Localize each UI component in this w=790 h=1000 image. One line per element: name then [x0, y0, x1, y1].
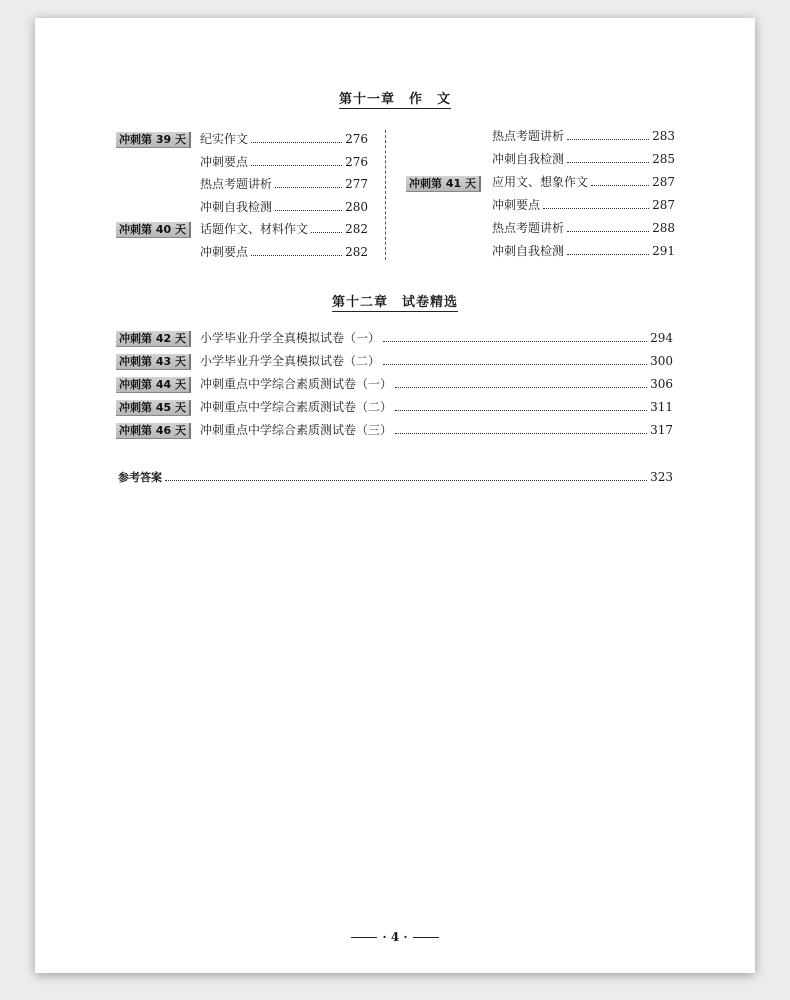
day-badge-42: 冲刺第 42 天 — [116, 331, 191, 347]
day-badge-39: 冲刺第 39 天 — [116, 132, 191, 148]
entry-page: 277 — [345, 177, 368, 191]
footer-rule-right — [413, 937, 439, 938]
dot-leader — [395, 400, 647, 411]
toc-entry[interactable] — [492, 220, 675, 236]
entry-page: 282 — [345, 222, 368, 236]
dot-leader — [275, 200, 342, 211]
toc-entry[interactable] — [200, 376, 673, 392]
entry-title: 冲刺要点 — [492, 198, 541, 212]
entry-page: 276 — [345, 155, 368, 169]
dot-leader — [567, 129, 649, 140]
dot-leader — [383, 331, 647, 342]
entry-page: 288 — [652, 221, 675, 235]
page-sheet — [35, 18, 755, 973]
dot-leader — [567, 221, 649, 232]
entry-page: 311 — [650, 400, 673, 414]
entry-title: 冲刺自我检测 — [200, 200, 273, 214]
page-footer: · 4 · — [35, 930, 755, 944]
toc-entry[interactable] — [200, 422, 673, 438]
entry-page: 285 — [652, 152, 675, 166]
toc-entry[interactable] — [492, 174, 675, 190]
entry-title: 冲刺重点中学综合素质测试卷（三） — [200, 423, 393, 437]
entry-title: 热点考题讲析 — [200, 177, 273, 191]
entry-page: 317 — [650, 423, 673, 437]
dot-leader — [311, 222, 342, 233]
day-badge-46: 冲刺第 46 天 — [116, 423, 191, 439]
chapter-11-heading: 第十一章 作 文 — [338, 92, 451, 107]
entry-title: 冲刺要点 — [200, 155, 249, 169]
toc-entry[interactable] — [492, 243, 675, 259]
toc-entry[interactable] — [200, 176, 368, 192]
dot-leader — [165, 470, 647, 481]
dot-leader — [567, 244, 649, 255]
toc-entry[interactable] — [200, 221, 368, 237]
toc-entry[interactable] — [200, 244, 368, 260]
toc-entry[interactable] — [200, 154, 368, 170]
answers-page: 323 — [650, 470, 673, 484]
entry-page: 291 — [652, 244, 675, 258]
footer-rule-left — [351, 937, 377, 938]
toc-entry[interactable] — [492, 197, 675, 213]
dot-leader — [251, 132, 342, 143]
entry-title: 冲刺重点中学综合素质测试卷（二） — [200, 400, 393, 414]
day-badge-44: 冲刺第 44 天 — [116, 377, 191, 393]
entry-title: 小学毕业升学全真模拟试卷（二） — [200, 354, 381, 368]
day-badge-45: 冲刺第 45 天 — [116, 400, 191, 416]
entry-page: 287 — [652, 175, 675, 189]
entry-title: 应用文、想象作文 — [492, 175, 589, 189]
dot-leader — [251, 245, 342, 256]
dot-leader — [567, 152, 649, 163]
entry-title: 冲刺自我检测 — [492, 152, 565, 166]
toc-entry[interactable] — [200, 399, 673, 415]
entry-page: 287 — [652, 198, 675, 212]
chapter-12-title — [35, 291, 755, 310]
entry-page: 294 — [650, 331, 673, 345]
chapter-11-title — [35, 88, 755, 107]
dot-leader — [251, 155, 342, 166]
entry-page: 282 — [345, 245, 368, 259]
entry-title: 冲刺自我检测 — [492, 244, 565, 258]
toc-entry[interactable] — [492, 151, 675, 167]
entry-title: 冲刺要点 — [200, 245, 249, 259]
toc-entry[interactable] — [200, 131, 368, 147]
dot-leader — [591, 175, 649, 186]
chapter-12-heading: 第十二章 试卷精选 — [331, 295, 458, 310]
entry-title: 冲刺重点中学综合素质测试卷（一） — [200, 377, 393, 391]
entry-title: 纪实作文 — [200, 132, 249, 146]
dot-leader — [275, 177, 342, 188]
answers-entry[interactable] — [118, 469, 673, 485]
entry-page: 300 — [650, 354, 673, 368]
day-badge-40: 冲刺第 40 天 — [116, 222, 191, 238]
answers-title: 参考答案 — [118, 471, 162, 484]
day-badge-43: 冲刺第 43 天 — [116, 354, 191, 370]
entry-title: 小学毕业升学全真模拟试卷（一） — [200, 331, 381, 345]
day-badge-41: 冲刺第 41 天 — [406, 176, 481, 192]
page-number: 4 — [390, 930, 400, 944]
entry-page: 276 — [345, 132, 368, 146]
toc-entry[interactable] — [200, 199, 368, 215]
toc-entry[interactable] — [200, 353, 673, 369]
entry-page: 280 — [345, 200, 368, 214]
entry-page: 306 — [650, 377, 673, 391]
entry-title: 热点考题讲析 — [492, 221, 565, 235]
dot-leader — [543, 198, 649, 209]
column-divider — [385, 130, 386, 260]
badge-connector — [155, 147, 156, 148]
entry-title: 热点考题讲析 — [492, 129, 565, 143]
dot-leader — [395, 423, 647, 434]
toc-entry[interactable] — [492, 128, 675, 144]
toc-entry[interactable] — [200, 330, 673, 346]
dot-leader — [395, 377, 647, 388]
dot-leader — [383, 354, 647, 365]
entry-title: 话题作文、材料作文 — [200, 222, 309, 236]
entry-page: 283 — [652, 129, 675, 143]
